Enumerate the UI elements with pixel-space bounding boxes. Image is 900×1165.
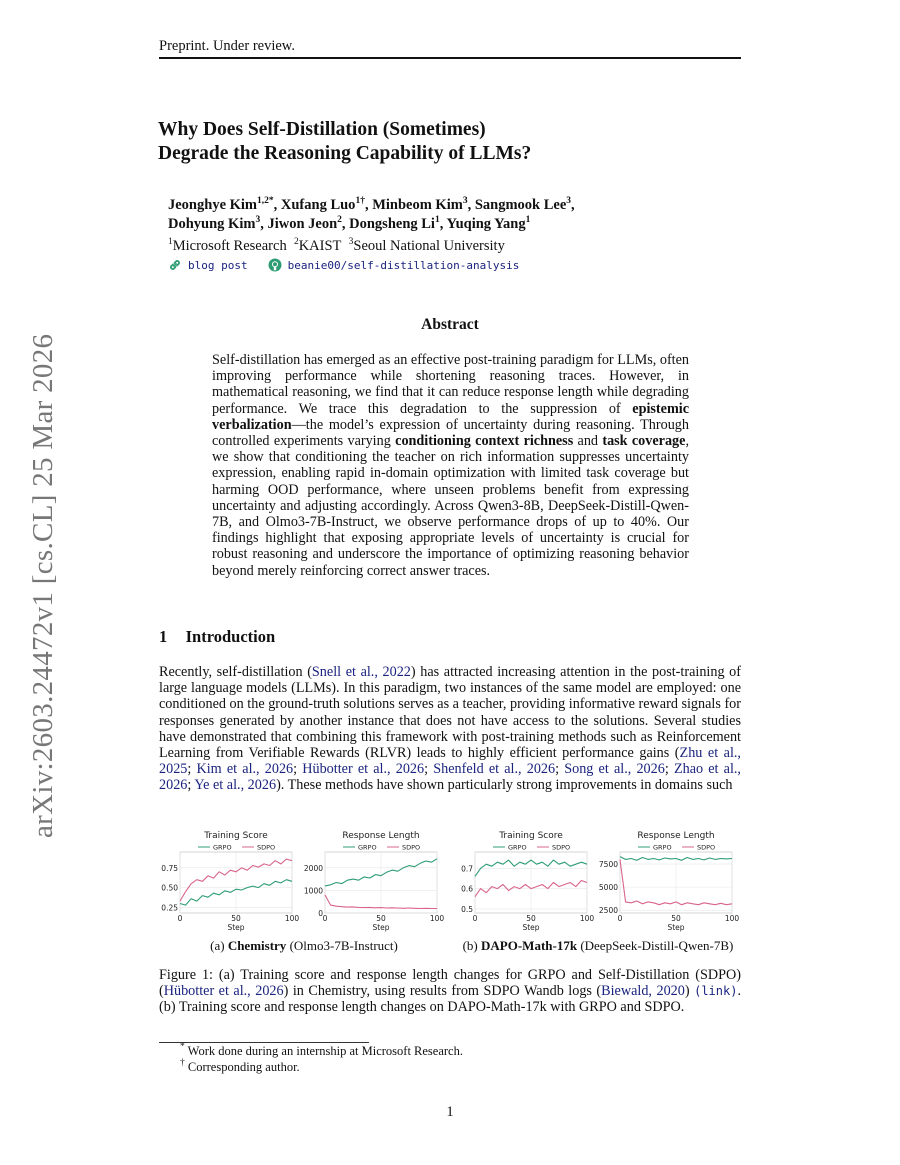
author-separator: ,: [273, 197, 281, 213]
legend-label: GRPO: [653, 843, 672, 852]
citation-link[interactable]: Hübotter et al., 2026: [163, 983, 284, 1000]
author-affiliation-mark: 3: [255, 215, 261, 225]
legend-label: SDPO: [402, 843, 421, 852]
legend-label: GRPO: [358, 843, 377, 852]
legend-label: SDPO: [697, 843, 716, 852]
x-axis-label: Step: [227, 923, 245, 932]
y-tick-label: 0.50: [161, 883, 178, 893]
affiliations: [168, 238, 505, 255]
subcaption-a: (a) Chemistry (Olmo3-7B-Instruct): [210, 938, 398, 953]
author-name: Sangmook Lee: [474, 197, 567, 213]
author-list: [168, 196, 728, 234]
abstract-heading: Abstract: [421, 316, 479, 333]
y-tick-label: 0.5: [461, 904, 473, 914]
x-tick-label: 0: [177, 914, 183, 923]
github-repo-link[interactable]: beanie00/self-distillation-analysis: [287, 258, 520, 272]
affiliation-name: KAIST: [298, 238, 342, 254]
text-run: ;: [424, 761, 434, 778]
legend-label: SDPO: [552, 843, 571, 852]
citation-link[interactable]: Kim et al., 2026: [196, 761, 294, 778]
citation-link[interactable]: Ye et al., 2026: [194, 777, 277, 794]
author-name: Dohyung Kim: [168, 216, 256, 232]
text-run: Recently, self-distillation (: [159, 664, 312, 680]
text-run: . (b) Training score and response length changes on DAPO-Math-17k with GRPO and SDPO.: [159, 983, 741, 1016]
x-tick-label: 50: [376, 914, 386, 923]
footnote-rule: [159, 1042, 369, 1043]
text-run: and: [573, 433, 603, 450]
text-run: ;: [555, 761, 565, 778]
author-name: Xufang Luo: [280, 197, 356, 213]
project-links: [168, 258, 519, 272]
author-name: Yuqing Yang: [446, 216, 526, 232]
author-separator: ,: [341, 216, 350, 232]
x-tick-label: 0: [617, 914, 623, 923]
y-tick-label: 0.6: [461, 884, 473, 894]
x-axis-label: Step: [522, 923, 540, 932]
affiliation-mark: 1: [168, 237, 173, 247]
title-line-1: Why Does Self-Distillation (Sometimes): [158, 119, 486, 140]
bold-term: epistemic verbalization: [212, 400, 689, 433]
introduction-paragraph: [159, 664, 741, 794]
author-name: Minbeom Kim: [372, 197, 463, 213]
header-rule: [159, 57, 741, 59]
blog-post-link[interactable]: blog post: [188, 258, 248, 272]
author-name: Dongsheng Li: [349, 216, 435, 232]
chart-chemistry-training-score: [155, 826, 300, 932]
chart-title: Response Length: [637, 831, 715, 841]
affiliation-name: Microsoft Research: [172, 238, 287, 254]
author-separator: ,: [571, 197, 575, 213]
x-tick-label: 50: [671, 914, 681, 923]
text-run: ). These methods have shown particularly strong improvements in domains such: [276, 777, 733, 794]
legend-label: GRPO: [213, 843, 232, 852]
author-affiliation-mark: 1: [434, 215, 440, 225]
text-run: ;: [664, 761, 674, 778]
citation-link[interactable]: Zhao et al., 2026: [159, 761, 741, 794]
abstract-body: [212, 352, 689, 579]
x-axis-label: Step: [667, 923, 685, 932]
affiliation-name: Seoul National University: [353, 238, 505, 254]
x-tick-label: 0: [472, 914, 478, 923]
text-run: ): [684, 983, 695, 1000]
author-affiliation-mark: 3: [462, 196, 468, 206]
arxiv-identifier: arXiv:2603.24472v1 [cs.CL] 25 Mar 2026: [27, 333, 59, 838]
legend-label: SDPO: [257, 843, 276, 852]
affiliation-mark: 3: [348, 237, 354, 247]
author-affiliation-mark: 1†: [355, 196, 365, 206]
author-affiliation-mark: 1,2*: [257, 196, 274, 206]
y-tick-label: 2000: [303, 863, 323, 873]
y-tick-label: 7500: [598, 860, 618, 870]
chart-chemistry-response-length: [300, 826, 445, 932]
y-tick-label: 5000: [598, 883, 618, 893]
section-number: 1: [159, 627, 168, 646]
legend-label: GRPO: [508, 843, 527, 852]
citation-link[interactable]: Snell et al., 2022: [311, 664, 411, 680]
x-tick-label: 100: [724, 914, 740, 923]
citation-link[interactable]: Shenfeld et al., 2026: [433, 761, 556, 778]
link-icon: [168, 258, 182, 272]
bold-term: conditioning context richness: [395, 433, 574, 450]
y-tick-label: 0.7: [461, 864, 473, 874]
text-run: ) has attracted increasing attention in the post-training of large language models (LLMs). In this paradigm, two instances of the same model are employed: one conditioned on the ground-truth solutions serves as a teacher, providing informative reward signals for responses generated by another instance that does not have access to the solutions. Several studies have demonstrated that combining this framework with post-training methods such as Reinforcement Learning from Verifiable Rewards (RLVR) leads to highly efficient performance gains (: [159, 664, 741, 762]
text-run: ;: [187, 777, 195, 794]
text-run: Figure 1: (a) Training score and response length changes for GRPO and Self-Distillation (SDPO) (: [159, 967, 741, 1000]
github-icon: [268, 258, 282, 272]
author-separator: ,: [467, 197, 475, 213]
x-tick-label: 50: [231, 914, 241, 923]
y-tick-label: 2500: [598, 906, 618, 916]
citation-link[interactable]: Song et al., 2026: [564, 761, 665, 778]
running-header: Preprint. Under review.: [159, 38, 295, 54]
citation-link[interactable]: Zhu et al., 2025: [159, 745, 741, 778]
subcaption-b: (b) DAPO-Math-17k (DeepSeek-Distill-Qwen-7B): [462, 938, 734, 953]
text-run: , we show that conditioning the teacher on rich information suppresses uncertainty expression, enabling rapid in-domain optimization with limited task coverage but harming OOD performance, where unseen problems benefit from expressing uncertainty and adjusting accordingly. Across Qwen3-8B, DeepSeek-Distill-Qwen-7B, and Olmo3-7B-Instruct, we observe performance drops of up to 40%. Our findings highlight that exposing appropriate levels of uncertainty is crucial for robust reasoning and underscore the importance of optimizing reasoning behavior beyond merely reinforcing correct answer traces.: [212, 433, 689, 579]
author-separator: ,: [439, 216, 447, 232]
author-name: Jeonghye Kim: [168, 197, 258, 213]
author-separator: ,: [260, 216, 268, 232]
citation-link[interactable]: Hübotter et al., 2026: [302, 761, 425, 778]
chart-dapo-response-length: [595, 826, 740, 932]
footnote-1: * Work done during an internship at Microsoft Research.: [180, 1042, 463, 1058]
text-run: —the model’s expression of uncertainty during reasoning. Through controlled experiments varying: [212, 416, 689, 450]
x-tick-label: 100: [579, 914, 595, 923]
text-run: ;: [293, 761, 303, 778]
section-heading: [159, 627, 275, 647]
paper-title: [158, 118, 758, 166]
y-tick-label: 0: [318, 909, 323, 918]
x-tick-label: 100: [284, 914, 300, 923]
chart-title: Training Score: [499, 831, 563, 841]
y-tick-label: 0.75: [161, 863, 178, 873]
chart-title: Response Length: [342, 831, 420, 841]
footnote-2: † Corresponding author.: [180, 1058, 300, 1074]
affiliation-mark: 2: [293, 237, 299, 247]
author-affiliation-mark: 2: [337, 215, 342, 225]
text-run: ) in Chemistry, using results from SDPO Wandb logs (: [283, 983, 602, 1000]
wandb-link[interactable]: (link): [694, 984, 738, 999]
title-line-2: Degrade the Reasoning Capability of LLMs?: [158, 143, 532, 164]
author-name: Jiwon Jeon: [267, 216, 338, 232]
y-tick-label: 0.25: [161, 903, 178, 913]
section-title: Introduction: [185, 627, 276, 646]
x-tick-label: 0: [322, 914, 328, 923]
figure-caption: [159, 967, 741, 1016]
page-number: 1: [446, 1104, 454, 1120]
citation-link[interactable]: Biewald, 2020: [601, 983, 685, 1000]
x-tick-label: 100: [429, 914, 445, 923]
author-affiliation-mark: 3: [566, 196, 572, 206]
bold-term: task coverage: [602, 433, 686, 450]
text-run: Self-distillation has emerged as an effective post-training paradigm for LLMs, often improving performance while shortening reasoning traces. However, in mathematical reasoning, we find that it can reduce response length while degrading performance. We trace this degradation to the suppression of: [212, 352, 689, 417]
author-separator: ,: [364, 197, 373, 213]
chart-dapo-training-score: [450, 826, 595, 932]
author-affiliation-mark: 1: [525, 215, 531, 225]
chart-title: Training Score: [204, 831, 268, 841]
x-axis-label: Step: [372, 923, 390, 932]
y-tick-label: 1000: [303, 886, 323, 896]
text-run: ;: [187, 761, 197, 778]
x-tick-label: 50: [526, 914, 536, 923]
